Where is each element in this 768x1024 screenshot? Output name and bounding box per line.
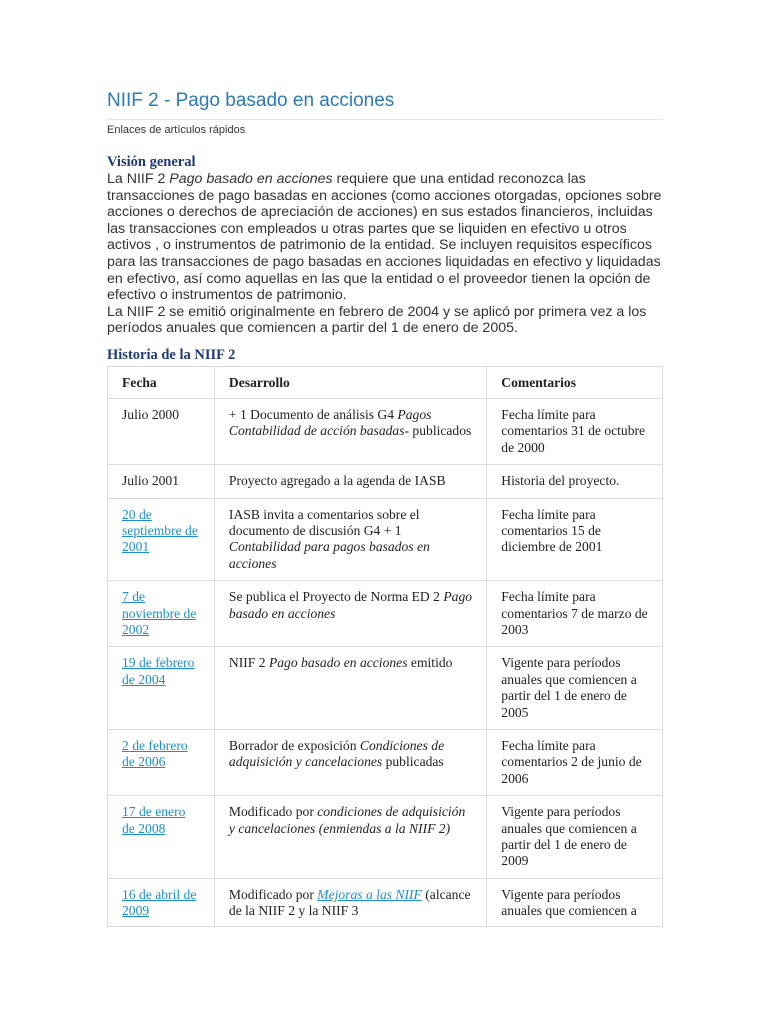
date-cell [108,878,215,926]
comment-cell: Fecha límite para comentarios 7 de marzo de 2003 [487,581,663,647]
development-text: Modificado por [228,804,318,820]
comment-cell: Vigente para períodos anuales que comiencen a [487,878,663,926]
table-header-row [108,366,663,398]
table-row [108,465,663,498]
development-suffix: emitido [407,655,453,671]
development-suffix: - publicados [404,423,472,439]
development-cell [214,398,486,464]
date-cell [108,796,215,879]
table-row [108,398,663,464]
date-cell [108,498,215,581]
comment-cell: Vigente para períodos anuales que comiencen a partir del 1 de enero de 2009 [487,796,663,879]
development-text: NIIF 2 [228,655,269,671]
title-divider [107,119,663,120]
date-link[interactable]: 19 de febrero de 2004 [122,655,195,687]
development-text: IASB invita a comentarios sobre el documento de discusión G4 + 1 [228,506,420,538]
development-cell [214,581,486,647]
development-text: Se publica el Proyecto de Norma ED 2 [228,589,444,605]
table-row [108,730,663,796]
development-cell [214,796,486,879]
development-text: Modificado por [228,886,318,902]
development-cell [214,730,486,796]
overview-p1-post: requiere que una entidad reconozca las transacciones de pago basadas en acciones (como acciones otorgadas, opciones sobre acciones o derechos de apreciación de acciones) en sus estados financieros, incluidas las transacciones con empleados u otras partes que se liquiden en efectivo u otros activos , o instrumentos de patrimonio de la entidad. Se incluyen requisitos específicos para las transacciones de pago basadas en acciones liquidadas en efectivo y liquidadas en efectivo, así como aquellas en las que la entidad o el proveedor tienen la opción de efectivo o instrumentos de patrimonio. [107,171,662,304]
overview-paragraph-1 [107,171,663,304]
development-cell [214,498,486,581]
history-table [107,366,663,927]
overview-paragraph-2: La NIIF 2 se emitió originalmente en febrero de 2004 y se aplicó por primera vez a los períodos anuales que comiencen a partir del 1 de enero de 2005. [107,303,647,337]
column-header-comments: Comentarios [487,366,663,398]
comment-cell: Fecha límite para comentarios 2 de junio de 2006 [487,730,663,796]
comment-cell: Fecha límite para comentarios 31 de octubre de 2000 [487,398,663,464]
overview-heading: Visión general [107,154,196,170]
comment-cell: Historia del proyecto. [487,465,663,498]
table-row [108,647,663,730]
page-title: NIIF 2 - Pago basado en acciones [107,90,395,111]
date-link[interactable]: 2 de febrero de 2006 [122,738,188,770]
table-row [108,878,663,926]
history-heading: Historia de la NIIF 2 [107,346,236,363]
development-text: Borrador de exposición [228,738,360,754]
date-link[interactable]: 17 de enero de 2008 [122,804,186,836]
development-italic: Pago basado en acciones [268,655,408,671]
development-cell [214,878,486,926]
development-cell: Proyecto agregado a la agenda de IASB [214,465,486,498]
date-cell [108,647,215,730]
document-page [107,88,663,927]
development-suffix: (alcance de la NIIF 2 y la NIIF 3 [228,886,471,919]
development-italic: Pagos Contabilidad de acción basadas [228,406,432,439]
column-header-development: Desarrollo [214,366,486,398]
date-link[interactable]: 20 de septiembre de 2001 [122,506,198,555]
quick-links-label[interactable]: Enlaces de artículos rápidos [107,124,246,136]
date-link[interactable]: 7 de noviembre de 2002 [122,589,197,637]
table-row [108,581,663,647]
improvements-link[interactable]: Mejoras a las NIIF [317,886,422,902]
development-italic: Contabilidad para pagos basados en acciones [228,539,430,571]
development-text: + 1 Documento de análisis G4 [228,406,398,422]
overview-p1-italic: Pago basado en acciones [169,171,333,187]
date-cell: Julio 2000 [108,398,215,464]
comment-cell: Vigente para períodos anuales que comiencen a partir del 1 de enero de 2005 [487,647,663,730]
development-suffix: publicadas [382,754,444,770]
table-row [108,498,663,581]
table-row [108,796,663,879]
overview-p1-pre: La NIIF 2 [107,171,170,187]
date-link[interactable]: 16 de abril de 2009 [122,886,197,919]
comment-cell: Fecha límite para comentarios 15 de diciembre de 2001 [487,498,663,581]
development-italic: Pago basado en acciones [228,589,473,621]
column-header-date: Fecha [108,366,215,398]
development-italic: Condiciones de adquisición y cancelaciones [228,738,445,770]
date-cell: Julio 2001 [108,465,215,498]
development-cell [214,647,486,730]
date-cell [108,730,215,796]
development-italic: condiciones de adquisición y cancelaciones (enmiendas a la NIIF 2) [228,804,466,836]
date-cell [108,581,215,647]
